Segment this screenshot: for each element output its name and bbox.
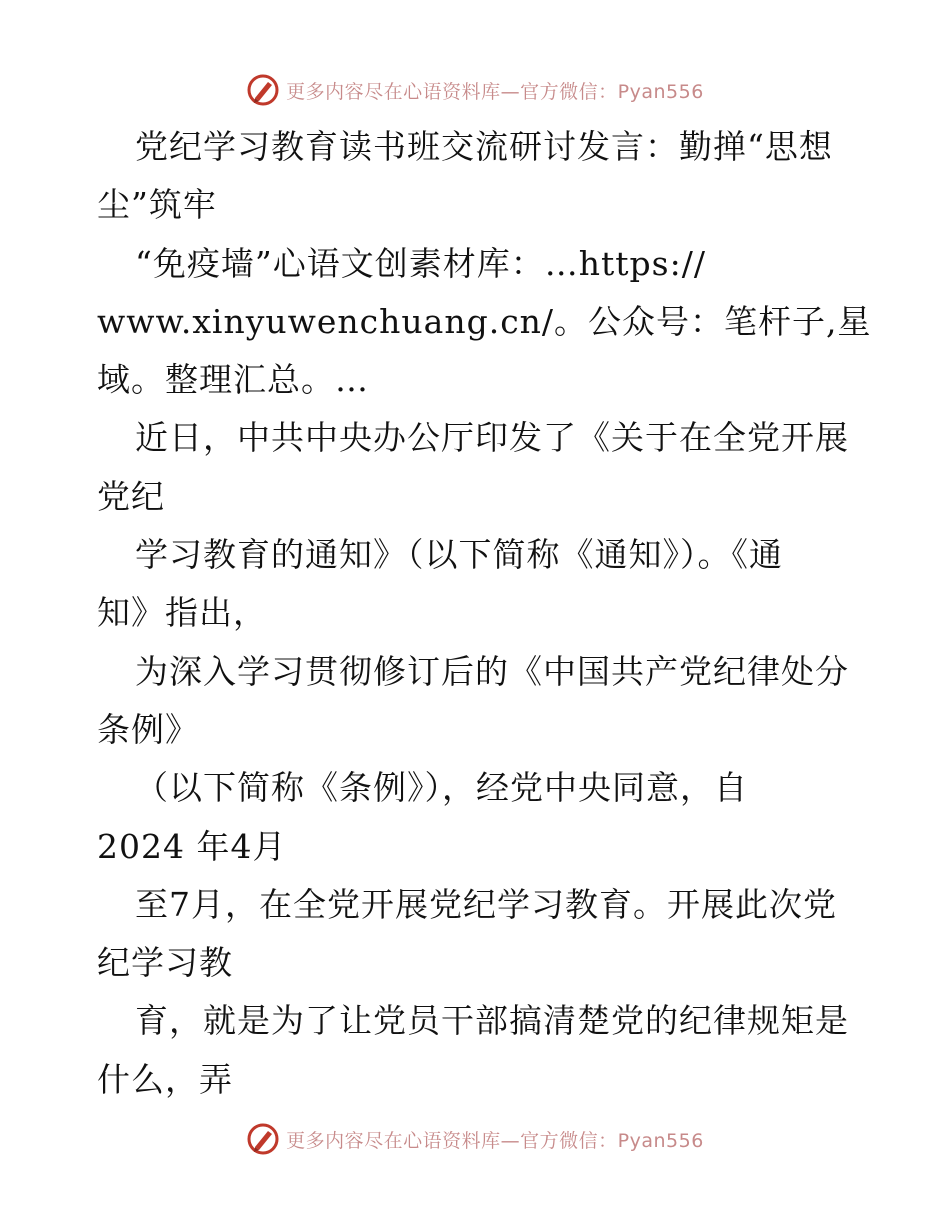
title-line: 党纪学习教育读书班交流研讨发言：勤掸“思想: [135, 127, 833, 166]
paragraph-line: 什么，弄: [97, 1059, 233, 1099]
paragraph-line: 至7月，在全党开展党纪学习教育。开展此次党: [135, 884, 837, 924]
paragraph-line: 近日，中共中央办公厅印发了《关于在全党开展: [135, 418, 849, 458]
paragraph-line: 知》指出，: [97, 593, 267, 633]
title-line: 尘”筑牢: [97, 185, 217, 225]
paragraph-line: 育，就是为了让党员干部搞清楚党的纪律规矩是: [135, 1001, 849, 1041]
paragraph-line: 2024 年4月: [97, 826, 287, 866]
paragraph-line: 学习教育的通知》（以下简称《通知》）。《通: [135, 535, 783, 575]
paragraph-line: www.xinyuwenchuang.cn/。公众号：笔杆子,星: [97, 301, 872, 341]
paragraph-line: “免疫墙”心语文创素材库：…https://: [135, 243, 706, 283]
paragraph-line: 纪学习教: [97, 943, 233, 983]
header-banner: [0, 70, 950, 110]
pen-circle-logo-icon: [246, 73, 280, 107]
paragraph-line: 党纪: [97, 476, 165, 516]
paragraph-line: 域。整理汇总。…: [97, 360, 369, 400]
header-banner-text: 更多内容尽在心语资料库—官方微信：Pyan556: [286, 80, 704, 103]
paragraph-line: 条例》: [97, 709, 199, 749]
paragraph-line: 为深入学习贯彻修订后的《中国共产党纪律处分: [135, 651, 849, 691]
footer-banner-text: 更多内容尽在心语资料库—官方微信：Pyan556: [286, 1129, 704, 1152]
pen-circle-logo-icon: [246, 1122, 280, 1156]
paragraph-line: （以下简称《条例》），经党中央同意，自: [135, 768, 748, 808]
footer-banner: [0, 1119, 950, 1159]
document-body: [97, 118, 872, 1109]
